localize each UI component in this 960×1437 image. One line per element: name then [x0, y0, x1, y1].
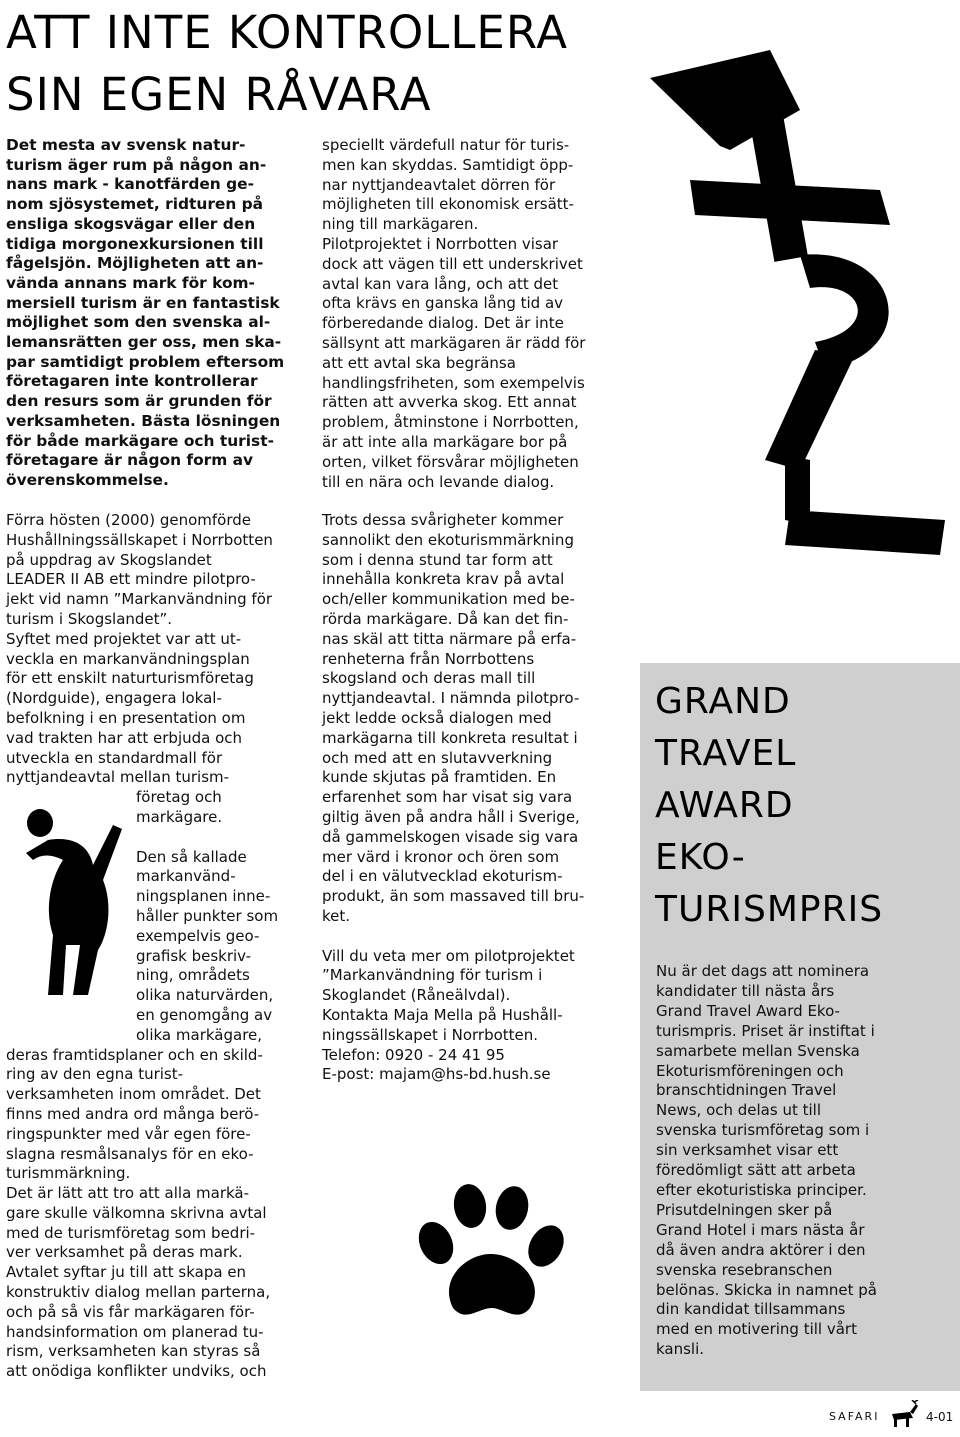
- column-2-top-line: möjligheten till ekonomisk ersätt-: [322, 195, 574, 214]
- lead-line: turism äger rum på någon an-: [6, 155, 267, 174]
- lead-line: fågelsjön. Möjligheten att an-: [6, 254, 264, 273]
- footer-brand: SAFARI: [829, 1410, 880, 1423]
- column-2-line: innehålla konkreta krav på avtal: [322, 570, 565, 589]
- lead-line: verksamheten. Bästa lösningen: [6, 411, 281, 430]
- lead-line: Det mesta av svensk natur-: [6, 136, 246, 154]
- column-1-tail-line: turismmärkning.: [6, 1164, 131, 1183]
- award-body-line: med en motivering till vårt: [656, 1320, 857, 1339]
- column-2-line: sannolikt den ekoturismmärkning: [322, 530, 574, 549]
- award-title-line: TRAVEL: [655, 733, 797, 774]
- award-body-line: då även andra aktörer i den: [656, 1240, 866, 1259]
- column-1-line: nyttjandeavtal mellan turism-: [6, 768, 230, 787]
- column-2-top-line: nar nyttjandeavtalet dörren för: [322, 175, 556, 194]
- award-title-line: GRAND: [655, 681, 791, 722]
- award-body-line: turismpris. Priset är instiftat i: [656, 1021, 875, 1040]
- column-1-line: på uppdrag av Skogslandet: [6, 550, 212, 569]
- award-body-line: News, och delas ut till: [656, 1101, 821, 1120]
- contact-line: ”Markanvändning för turism i: [322, 966, 543, 985]
- column-1-line: Syftet med projektet var att ut-: [6, 629, 242, 648]
- column-2-line: och med att en slutavverkning: [322, 748, 553, 767]
- column-1-indent-line: företag och: [136, 788, 222, 807]
- column-2-top-line: ning till markägaren.: [322, 215, 479, 234]
- award-title-line: EKO-: [655, 837, 746, 878]
- column-1-tail-line: ring av den egna turist-: [6, 1065, 184, 1084]
- column-2-top-line: till en nära och levande dialog.: [322, 472, 555, 491]
- column-2-line: kunde skjutas på framtiden. En: [322, 768, 557, 787]
- column-2-line: markägarna till konkreta resultat i: [322, 728, 578, 747]
- column-1-line: veckla en markanvändningsplan: [6, 649, 250, 668]
- column-2-top-line: problem, åtminstone i Norrbotten,: [322, 413, 579, 432]
- award-body-line: sin verksamhet visar ett: [656, 1141, 839, 1160]
- column-1-line: (Nordguide), engagera lokal-: [6, 689, 222, 708]
- column-1-indent-line: grafisk beskriv-: [136, 946, 252, 965]
- award-title-line: TURISMPRIS: [655, 889, 884, 930]
- column-1-tail-line: ver verksamhet på deras mark.: [6, 1243, 243, 1262]
- column-1-indent-line: Den så kallade: [136, 847, 247, 866]
- column-2-top-line: dock att vägen till ett underskrivet: [322, 254, 583, 273]
- column-1-line: befolkning i en presentation om: [6, 708, 246, 727]
- column-2-line: då gammelskogen visade sig vara: [322, 827, 579, 846]
- lead-line: par samtidigt problem eftersom: [6, 352, 285, 371]
- column-1-line: jekt vid namn ”Markanvändning för: [6, 590, 273, 609]
- column-2-top-line: ofta krävs en ganska lång tid av: [322, 294, 564, 313]
- column-1-tail-line: rism, verksamheten kan styras så: [6, 1342, 261, 1361]
- lead-line: företagare är någon form av: [6, 451, 254, 470]
- column-2-line: Trots dessa svårigheter kommer: [322, 511, 564, 529]
- award-body-line: Grand Travel Award Eko-: [656, 1001, 840, 1020]
- column-2-line: skogsland och deras mall till: [322, 669, 536, 688]
- column-2-line: produkt, än som massaved till bru-: [322, 887, 585, 906]
- lead-line: möjlighet som den svenska al-: [6, 313, 271, 332]
- reindeer-logo-icon: [886, 1400, 920, 1428]
- lead-line: företagaren inte kontrollerar: [6, 372, 258, 391]
- column-2-line: del i en välutvecklad ekoturism-: [322, 867, 563, 886]
- award-title: [655, 676, 883, 936]
- column-2-line: giltig även på andra håll i Sverige,: [322, 807, 580, 826]
- column-1-tail-line: konstruktiv dialog mellan parterna,: [6, 1283, 271, 1302]
- column-2-line: ket.: [322, 906, 351, 925]
- contact-line: Skoglandet (Råneälvdal).: [322, 986, 511, 1005]
- lead-line: nans mark - kanotfärden ge-: [6, 175, 254, 194]
- column-2-top-line: speciellt värdefull natur för turis-: [322, 136, 570, 154]
- column-2-top-line: rätten att avverka skog. Ett annat: [322, 393, 577, 412]
- award-body-line: samarbete mellan Svenska: [656, 1041, 860, 1060]
- award-body-line: Grand Hotel i mars nästa år: [656, 1220, 865, 1239]
- column-2-line: erfarenhet som har visat sig vara: [322, 788, 573, 807]
- contact-line: E-post: majam@hs-bd.hush.se: [322, 1065, 551, 1084]
- award-body: [656, 962, 918, 1360]
- column-1-indent-line: håller punkter som: [136, 906, 279, 925]
- rock-carving-figure-icon: [650, 50, 950, 570]
- column-1-tail-line: att onödiga konflikter undviks, och: [6, 1362, 267, 1381]
- title-line-1: ATT INTE KONTROLLERA: [6, 6, 569, 59]
- column-1-indent-line: markägare.: [136, 807, 223, 826]
- column-1-indent-line: en genomgång av: [136, 1005, 273, 1024]
- column-2-top-line: orten, vilket försvårar möjligheten: [322, 452, 579, 471]
- column-2-top-line: Pilotprojektet i Norrbotten visar: [322, 234, 559, 253]
- contact-block: [322, 947, 614, 1086]
- column-2-top-line: avtal kan vara lång, och att det: [322, 274, 559, 293]
- column-1-tail-line: gare skulle välkomna skrivna avtal: [6, 1203, 267, 1222]
- award-body-line: Ekoturismföreningen och: [656, 1061, 844, 1080]
- column-2-top: [322, 136, 622, 492]
- lead-line: mersiell turism är en fantastisk: [6, 293, 280, 312]
- title-line-2: SIN EGEN RÅVARA: [6, 68, 432, 121]
- column-2-line: nyttjandeavtal. I nämnda pilotpro-: [322, 689, 580, 708]
- lead-line: lemansrätten ger oss, men ska-: [6, 333, 282, 352]
- column-2-top-line: handlingsfriheten, som exempelvis: [322, 373, 585, 392]
- column-2-line: nas skäl att titta närmare på erfa-: [322, 629, 577, 648]
- column-1-tail-line: Avtalet syftar ju till att skapa en: [6, 1263, 247, 1282]
- contact-line: Telefon: 0920 - 24 41 95: [322, 1045, 505, 1064]
- column-2-line: rörda markägare. Då kan det fin-: [322, 609, 569, 628]
- column-2-top-line: men kan skyddas. Samtidigt öpp-: [322, 155, 574, 174]
- column-1-indent-line: ning, områdets: [136, 966, 250, 985]
- column-1-line: Hushållningssällskapet i Norrbotten: [6, 530, 273, 549]
- award-body-line: Prisutdelningen sker på: [656, 1200, 833, 1219]
- lead-line: nom sjösystemet, ridturen på: [6, 195, 264, 214]
- dancing-figure-icon: [18, 795, 128, 1005]
- award-body-line: Nu är det dags att nominera: [656, 962, 870, 980]
- award-body-line: belönas. Skicka in namnet på: [656, 1280, 878, 1299]
- award-body-line: efter ekoturistiska principer.: [656, 1180, 867, 1199]
- contact-line: Kontakta Maja Mella på Hushåll-: [322, 1005, 563, 1024]
- column-1-tail-line: ringspunkter med vår egen före-: [6, 1124, 251, 1143]
- column-1-line: för ett enskilt naturturismföretag: [6, 669, 254, 688]
- award-body-line: branschtidningen Travel: [656, 1081, 837, 1100]
- lead-line: för både markägare och turist-: [6, 431, 274, 450]
- award-body-line: kansli.: [656, 1340, 705, 1359]
- column-1-line: LEADER II AB ett mindre pilotpro-: [6, 570, 256, 589]
- lead-line: tidiga morgonexkursionen till: [6, 234, 264, 253]
- column-1-tail-line: deras framtidsplaner och en skild-: [6, 1045, 263, 1064]
- lead-line: överenskommelse.: [6, 470, 169, 489]
- award-body-line: svenska resebranschen: [656, 1260, 833, 1279]
- column-1-tail-line: finns med andra ord många berö-: [6, 1104, 260, 1123]
- column-2-body: [322, 511, 614, 1085]
- column-1-tail-line: slagna resmålsanalys för en eko-: [6, 1144, 254, 1163]
- column-1-tail-line: handsinformation om planerad tu-: [6, 1322, 264, 1341]
- column-2-line: mer värd i kronor och ören som: [322, 847, 560, 866]
- award-body-line: föredömligt sätt att arbeta: [656, 1161, 856, 1180]
- column-2-line: renheterna från Norrbottens: [322, 649, 535, 668]
- contact-line: ningssällskapet i Norrbotten.: [322, 1025, 539, 1044]
- paw-print-icon: [408, 1168, 568, 1328]
- column-1-line: vad trakten har att erbjuda och: [6, 728, 243, 747]
- lead-line: ensliga skogsvägar eller den: [6, 214, 256, 233]
- column-2-top-line: sällsynt att markägaren är rädd för: [322, 333, 586, 352]
- column-1-tail-line: Det är lätt att tro att alla markä-: [6, 1184, 250, 1203]
- page-number: 4-01: [926, 1410, 954, 1424]
- contact-line: Vill du veta mer om pilotprojektet: [322, 946, 575, 965]
- column-1-indent-line: olika naturvärden,: [136, 986, 274, 1005]
- column-2-line: som i denna stund tar form att: [322, 550, 553, 569]
- award-body-line: svenska turismföretag som i: [656, 1121, 870, 1140]
- column-1-indent-line: exempelvis geo-: [136, 926, 260, 945]
- column-2-line: jekt ledde också dialogen med: [322, 708, 552, 727]
- page-title: [6, 2, 568, 126]
- column-2-top-line: är att inte alla markägare bor på: [322, 432, 568, 451]
- lead-line: vända annans mark för kom-: [6, 273, 255, 292]
- column-2-line: och/eller kommunikation med be-: [322, 590, 575, 609]
- award-body-line: kandidater till nästa års: [656, 981, 835, 1000]
- column-2-top-line: att ett avtal ska begränsa: [322, 353, 516, 372]
- lead-paragraph: [6, 136, 304, 491]
- column-2-top-line: förberedande dialog. Det är inte: [322, 314, 564, 333]
- lead-line: den resurs som är grunden för: [6, 392, 272, 411]
- column-1-indent-line: ningsplanen inne-: [136, 887, 271, 906]
- award-body-line: din kandidat tillsammans: [656, 1300, 846, 1319]
- column-1-indent-line: olika markägare,: [136, 1025, 263, 1044]
- column-1-tail-line: och på så vis får markägaren för-: [6, 1302, 255, 1321]
- column-1-indent-line: markanvänd-: [136, 867, 236, 886]
- award-title-line: AWARD: [655, 785, 794, 826]
- column-1-line: turism i Skogslandet”.: [6, 609, 173, 628]
- column-1-line: Förra hösten (2000) genomförde: [6, 511, 251, 529]
- column-1-tail-line: verksamheten inom området. Det: [6, 1085, 261, 1104]
- column-1-line: utveckla en standardmall för: [6, 748, 223, 767]
- column-1-tail-line: med de turismföretag som bedri-: [6, 1223, 256, 1242]
